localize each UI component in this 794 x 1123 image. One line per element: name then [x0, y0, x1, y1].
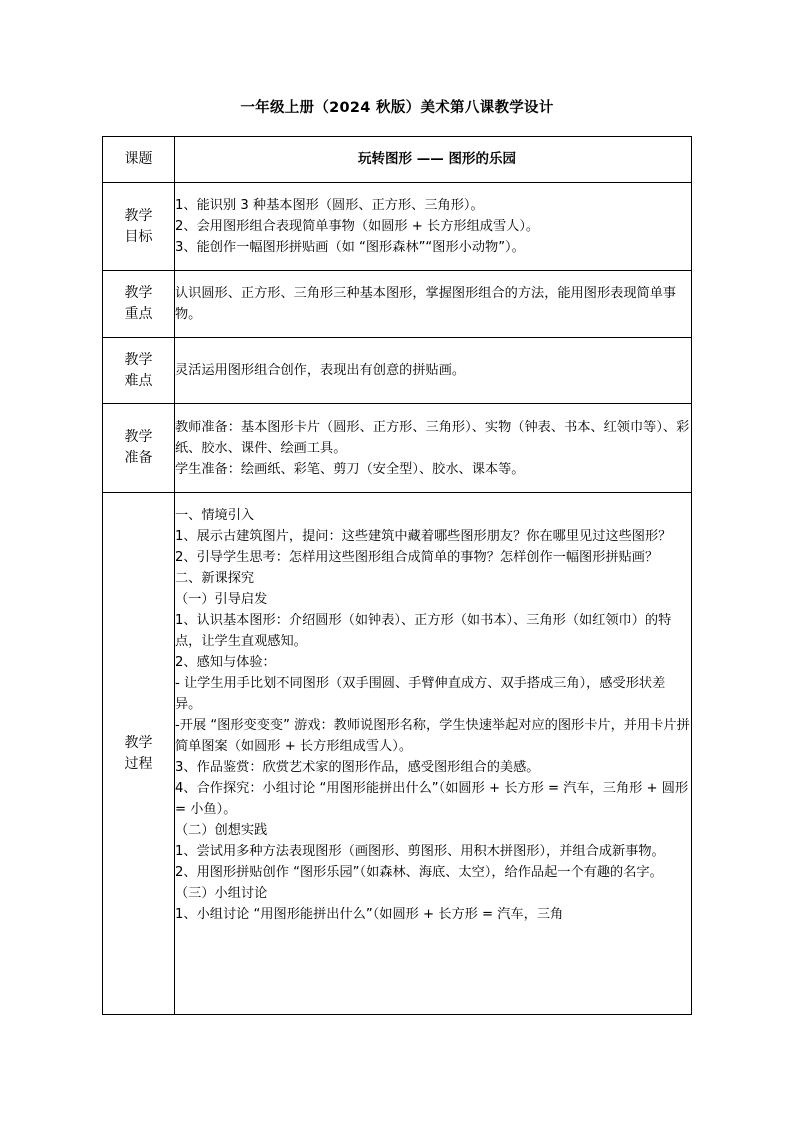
process-line-8: - 让学生用手比划不同图形（双手围圆、手臂伸直成方、双手搭成三角），感受形状差异。	[175, 676, 666, 712]
process-line-10: 3、作品鉴赏：欣赏艺术家的图形作品，感受图形组合的美感。	[175, 760, 540, 775]
label-goals-line-2: 目标	[124, 228, 153, 245]
student-preparation: 学生准备：绘画纸、彩笔、剪刀（安全型）、胶水、课本等。	[175, 461, 525, 477]
process-line-16: 1、小组讨论 “用图形能拼出什么”（如圆形 + 长方形 = 汽车，三角	[175, 907, 564, 922]
preparation-cell	[175, 404, 692, 493]
key-points-cell	[175, 271, 692, 338]
table-row-key-points	[103, 271, 692, 338]
table-row-topic	[103, 137, 692, 183]
label-process-line-1: 教学	[124, 734, 153, 751]
process-line-2: 1、展示古建筑图片，提问：这些建筑中藏着哪些图形朋友？你在哪里见过这些图形？	[175, 529, 672, 544]
process-line-13: 1、尝试用多种方法表现图形（画图形、剪图形、用积木拼图形），并组合成新事物。	[175, 844, 665, 859]
process-line-14: 2、用图形拼贴创作 “图形乐园”（如森林、海底、太空），给作品起一个有趣的名字。	[175, 865, 663, 880]
teacher-preparation: 教师准备：基本图形卡片（圆形、正方形、三角形）、实物（钟表、书本、红领巾等）、彩纸、胶水、课件、绘画工具。	[175, 419, 690, 456]
label-difficulties-line-1: 教学	[124, 351, 153, 368]
topic-cell	[175, 137, 692, 183]
difficulties-cell	[175, 338, 692, 404]
label-difficulties	[103, 338, 175, 404]
label-key-points-line-1: 教学	[124, 285, 153, 301]
label-preparation	[103, 404, 175, 493]
process-line-9: -开展 “图形变变变” 游戏：教师说图形名称，学生快速举起对应的图形卡片，并用卡片拼简单图案（如圆形 + 长方形组成雪人）。	[175, 718, 690, 754]
process-line-6: 1、认识基本图形：介绍圆形（如钟表）、正方形（如书本）、三角形（如红领巾）的特点，让学生直观感知。	[175, 613, 672, 649]
difficulties-text: 灵活运用图形组合创作，表现出有创意的拼贴画。	[175, 363, 466, 378]
process-line-12: （二）创想实践	[175, 823, 268, 838]
topic-text: 玩转图形 —— 图形的乐园	[358, 151, 516, 167]
label-preparation-line-1: 教学	[124, 429, 153, 445]
label-preparation-line-2: 准备	[124, 450, 153, 466]
label-goals-line-1: 教学	[124, 207, 153, 224]
table-row-goals	[103, 183, 692, 271]
process-line-1: 一、情境引入	[175, 508, 255, 523]
document-title: 一年级上册（2024 秋版）美术第八课教学设计	[240, 100, 554, 116]
process-line-15: （三）小组讨论	[175, 886, 268, 901]
key-points-text: 认识圆形、正方形、三角形三种基本图形，掌握图形组合的方法，能用图形表现简单事物。	[175, 286, 677, 322]
process-line-11: 4、合作探究：小组讨论 “用图形能拼出什么”（如圆形 + 长方形 = 汽车，三角形 + 圆形 = 小鱼）。	[175, 781, 689, 817]
label-topic-text: 课题	[124, 151, 153, 167]
goals-cell	[175, 183, 692, 271]
goal-item-2: 2、会用图形组合表现简单事物（如圆形 + 长方形组成雪人）。	[175, 219, 540, 234]
label-goals	[103, 183, 175, 271]
label-key-points	[103, 271, 175, 338]
process-line-4: 二、新课探究	[175, 571, 255, 586]
process-line-3: 2、引导学生思考：怎样用这些图形组合成简单的事物？怎样创作一幅图形拼贴画？	[175, 550, 659, 565]
label-key-points-line-2: 重点	[124, 306, 153, 322]
process-line-7: 2、感知与体验：	[175, 655, 276, 670]
goal-item-1: 1、能识别 3 种基本图形（圆形、正方形、三角形）。	[175, 198, 484, 213]
table-row-difficulties	[103, 338, 692, 404]
table-row-process	[103, 493, 692, 1015]
process-line-5: （一）引导启发	[175, 592, 268, 607]
table-row-preparation	[103, 404, 692, 493]
label-topic	[103, 137, 175, 183]
label-process	[103, 493, 175, 1015]
label-difficulties-line-2: 难点	[124, 372, 153, 389]
process-cell	[175, 493, 692, 1015]
goal-item-3: 3、能创作一幅图形拼贴画（如 “图形森林”“图形小动物”）。	[175, 240, 525, 255]
lesson-plan-table	[102, 136, 692, 1015]
label-process-line-2: 过程	[124, 755, 153, 772]
